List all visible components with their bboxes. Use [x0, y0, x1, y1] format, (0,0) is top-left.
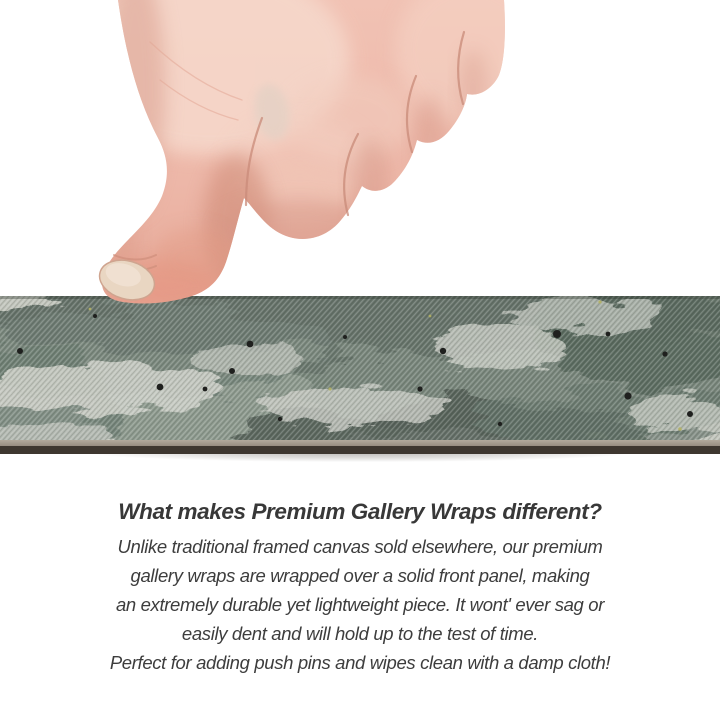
info-heading: What makes Premium Gallery Wraps different?	[118, 499, 602, 524]
info-body-line: easily dent and will hold up to the test of time.	[181, 623, 539, 644]
hand-photo	[0, 0, 720, 312]
info-body-line: gallery wraps are wrapped over a solid front panel, making	[130, 565, 590, 586]
canvas-texture-icon	[0, 296, 720, 456]
info-body-line: an extremely durable yet lightweight piece. It wont' ever sag or	[115, 594, 605, 615]
info-body-line: Perfect for adding push pins and wipes clean with a damp cloth!	[109, 652, 611, 673]
hand-pressing-icon	[0, 0, 720, 312]
canvas-edge-photo	[0, 296, 720, 456]
info-body-line: Unlike traditional framed canvas sold elsewhere, our premium	[117, 536, 603, 557]
info-text-block	[0, 499, 720, 677]
